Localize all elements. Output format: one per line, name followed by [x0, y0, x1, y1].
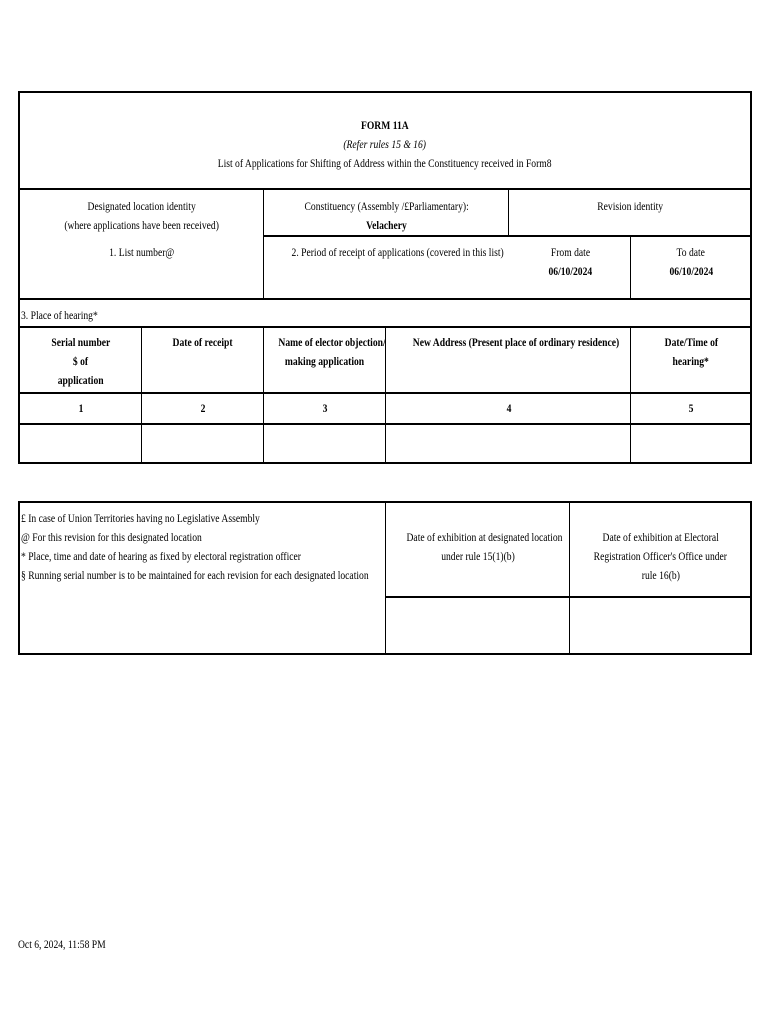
list-number-cell: 1. List number@ [108, 245, 175, 259]
form-subtitle: List of Applications for Shifting of Address within the Constituency received in Form8 [218, 156, 552, 170]
col-num-1: 1 [78, 401, 83, 415]
exhibition-designated-cell: Date of exhibition at designated location under rule 15(1)(b) [406, 530, 563, 563]
revision-identity-cell: Revision identity [597, 199, 663, 213]
col-head-name: Name of elector objection/ making application [278, 335, 386, 368]
col-head-date-receipt: Date of receipt [172, 335, 234, 349]
divider-v-foot-2 [569, 502, 570, 654]
to-date-value: 06/10/2024 [669, 264, 713, 278]
constituency-label: Constituency (Assembly /£Parliamentary): [304, 199, 469, 213]
col-head-hearing: Date/Time of hearing* [664, 335, 718, 368]
col-head-new-address: New Address (Present place of ordinary residence) [412, 335, 620, 349]
divider-v-col-4 [630, 327, 631, 464]
exhibition-ero-cell: Date of exhibition at Electoral Registration Officer's Office under rule 16(b) [593, 530, 728, 582]
divider-foot-h [386, 596, 752, 598]
designated-location-cell: Designated location identity (where applications have been received) [64, 199, 219, 232]
col-num-4: 4 [506, 401, 511, 415]
form-title: FORM 11A [361, 118, 409, 132]
constituency-value: Velachery [366, 218, 407, 232]
footnote-1: £ In case of Union Territories having no Legislative Assembly [21, 511, 260, 525]
col-num-5: 5 [688, 401, 694, 415]
form-rule-ref: (Refer rules 15 & 16) [343, 137, 427, 151]
from-date-value: 06/10/2024 [548, 264, 592, 278]
divider-title [18, 188, 752, 190]
divider-v-header-1 [263, 189, 264, 299]
footnote-4: § Running serial number is to be maintained for each revision for each designated location [21, 568, 369, 582]
divider-period [18, 298, 752, 300]
constituency-cell [265, 197, 508, 235]
to-date-cell: To date 06/10/2024 [632, 243, 750, 281]
form-title-block [20, 116, 750, 173]
col-head-serial: Serial number $ of application [51, 335, 110, 387]
footnote-2: @ For this revision for this designated location [21, 530, 202, 544]
divider-v-header-2 [508, 189, 509, 236]
place-of-hearing-cell: 3. Place of hearing* [21, 308, 98, 322]
footnote-3: * Place, time and date of hearing as fixed by electoral registration officer [21, 549, 301, 563]
col-num-3: 3 [322, 401, 328, 415]
print-timestamp: Oct 6, 2024, 11:58 PM [18, 937, 106, 951]
period-cell: 2. Period of receipt of applications (covered in this list) [291, 245, 504, 259]
col-num-2: 2 [200, 401, 206, 415]
divider-v-col-1 [141, 327, 142, 464]
divider-v-header-3 [630, 236, 631, 299]
from-date-cell: From date 06/10/2024 [510, 243, 630, 281]
divider-v-col-2 [263, 327, 264, 464]
